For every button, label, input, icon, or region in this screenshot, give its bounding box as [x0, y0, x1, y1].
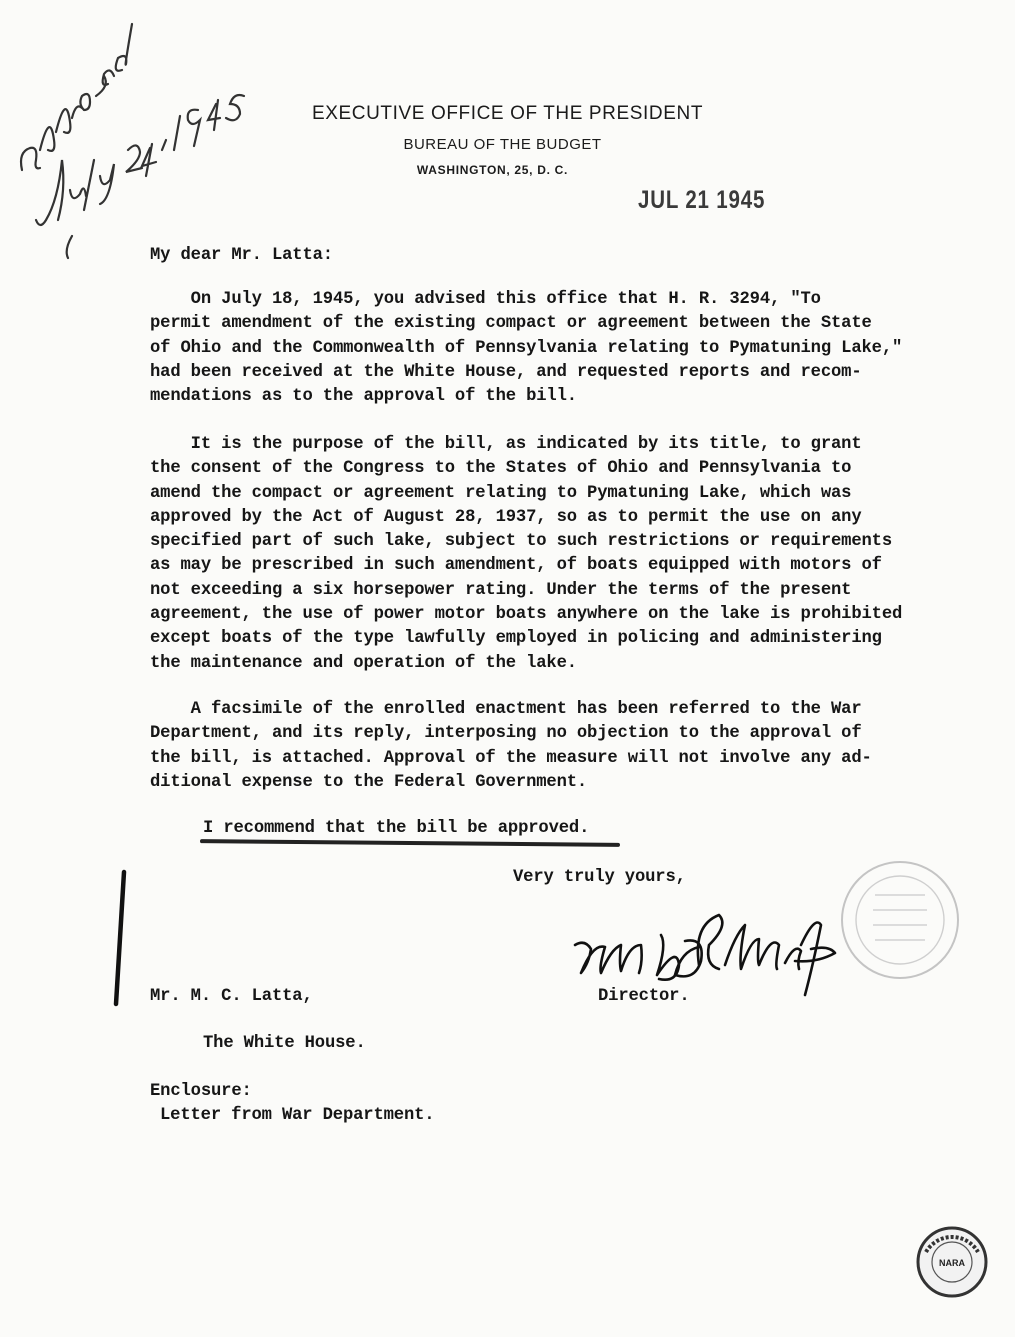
letterhead-bureau: BUREAU OF THE BUDGET	[403, 136, 602, 153]
enclosure-item: Letter from War Department.	[160, 1106, 435, 1125]
letterhead-office: EXECUTIVE OFFICE OF THE PRESIDENT	[311, 103, 704, 124]
salutation: My dear Mr. Latta:	[150, 246, 333, 265]
closing: Very truly yours,	[513, 868, 686, 887]
margin-mark	[110, 868, 130, 1008]
signature-title: Director.	[598, 987, 690, 1006]
library-seal-stamp	[835, 855, 965, 985]
letterhead-city: WASHINGTON, 25, D. C.	[416, 163, 569, 177]
received-date-stamp: JUL 21 1945	[638, 186, 766, 214]
addressee-location: The White House.	[203, 1034, 366, 1053]
addressee-name: Mr. M. C. Latta,	[150, 987, 313, 1006]
enclosure-label: Enclosure:	[150, 1082, 252, 1101]
director-signature	[565, 905, 865, 1035]
body-paragraph-1: On July 18, 1945, you advised this office that H. R. 3294, "To permit amendment of the existing compact or agreement between the State of Ohio and the Commonwealth of Pennsylvania relating to Pymatuning Lake," had been received at the White House, and requested reports and recom- mendations as to the approval of the bill.	[150, 290, 903, 407]
svg-text:NARA: NARA	[939, 1258, 965, 1268]
recommendation: I recommend that the bill be approved.	[203, 819, 590, 838]
body-paragraph-3: A facsimile of the enrolled enactment has been referred to the War Department, and its reply, interposing no objection to the approval of the bill, is attached. Approval of the measure will not involve any ad- ditional expense to the Federal Government.	[150, 700, 872, 792]
archive-stamp	[912, 1222, 992, 1302]
handwritten-approval-annotation	[0, 0, 280, 260]
body-paragraph-2: It is the purpose of the bill, as indicated by its title, to grant the consent of the Congress to the States of Ohio and Pennsylvania to amend the compact or agreement relating to Pymatuning Lake, which was approved by the Act of August 28, 1937, so as to permit the use on any specified part of such lake, subject to such restrictions or requirements as may be prescribed in such amendment, of boats equipped with motors of not exceeding a six horsepower rating. Under the terms of the present agreement, the use of power motor boats anywhere on the lake is prohibited except boats of the type lawfully employed in policing and administering the maintenance and operation of the lake.	[150, 435, 903, 673]
